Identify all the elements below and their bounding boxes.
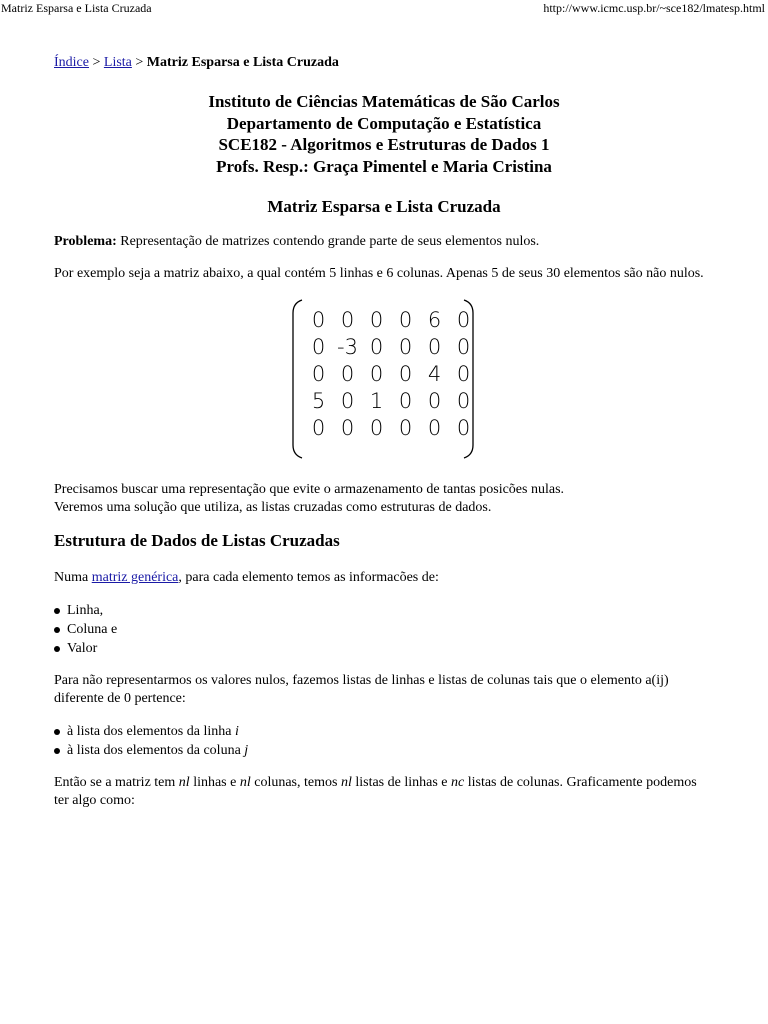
variable-nl: nl xyxy=(178,775,190,790)
matrix-cell: 0 xyxy=(340,389,355,413)
matrix-cell: 0 xyxy=(456,362,471,386)
generic-matrix-paragraph xyxy=(54,569,714,587)
bullet-icon xyxy=(54,627,60,633)
list-item-text: Valor xyxy=(67,641,98,656)
matrix-cell: 0 xyxy=(311,335,326,359)
problem-paragraph xyxy=(54,233,714,251)
right-bracket-icon xyxy=(462,299,476,459)
matrix-cell: 0 xyxy=(398,335,413,359)
approach-line-1: Precisamos buscar uma representação que evite o armazenamento de tantas posicões nulas. xyxy=(54,482,565,497)
course-line: SCE182 - Algoritmos e Estruturas de Dados 1 xyxy=(218,135,550,154)
null-values-paragraph: Para não representarmos os valores nulos, fazemos listas de linhas e listas de colunas tais que o elemento a(ij) diferente de 0 pertence: xyxy=(54,673,669,706)
professors-line: Profs. Resp.: Graça Pimentel e Maria Cristina xyxy=(216,156,552,176)
list-item xyxy=(54,722,714,741)
department-line: Departamento de Computação e Estatística xyxy=(226,113,542,133)
final-text: listas de linhas e xyxy=(351,775,451,790)
matrix-cell: 0 xyxy=(398,362,413,386)
variable-nl: nl xyxy=(340,775,352,790)
matrix-cell: 0 xyxy=(311,362,326,386)
matrix-cell: -3 xyxy=(337,335,358,359)
matrix-cell: 5 xyxy=(311,389,326,413)
bullet-icon xyxy=(54,729,60,735)
example-paragraph: Por exemplo seja a matriz abaixo, a qual contém 5 linhas e 6 colunas. Apenas 5 de seus 30 elementos são não nulos. xyxy=(54,266,704,281)
page-title: Matriz Esparsa e Lista Cruzada xyxy=(267,197,501,216)
sparse-matrix xyxy=(290,297,476,461)
matrix-cell: 0 xyxy=(456,416,471,440)
page-content xyxy=(54,55,714,824)
membership-list xyxy=(54,722,714,760)
matrix-cell: 0 xyxy=(398,389,413,413)
list-item-text: à lista dos elementos da coluna xyxy=(67,743,245,758)
final-text: linhas e xyxy=(189,775,240,790)
matrix-cell: 0 xyxy=(340,416,355,440)
matrix-cell: 0 xyxy=(369,308,384,332)
matrix-figure xyxy=(54,297,714,467)
list-item-text: Coluna e xyxy=(67,622,118,637)
institution-line: Instituto de Ciências Matemáticas de São Carlos xyxy=(208,92,560,111)
matrix-cell: 0 xyxy=(398,308,413,332)
generic-matrix-link[interactable]: matriz genérica xyxy=(91,570,179,585)
breadcrumb-list-link[interactable]: Lista xyxy=(103,55,132,70)
final-text: colunas, temos xyxy=(250,775,341,790)
problem-text: Representação de matrizes contendo grande parte de seus elementos nulos. xyxy=(116,234,540,249)
matrix-cell: 0 xyxy=(427,416,442,440)
matrix-cell: 0 xyxy=(398,416,413,440)
matrix-cell: 4 xyxy=(427,362,442,386)
breadcrumb-current: Matriz Esparsa e Lista Cruzada xyxy=(146,55,339,70)
left-bracket-icon xyxy=(290,299,304,459)
matrix-cell: 0 xyxy=(369,416,384,440)
list-item xyxy=(54,620,714,639)
matrix-cell: 0 xyxy=(311,308,326,332)
final-text: listas de colunas. Graficamente podemos ter algo como: xyxy=(54,775,697,808)
institution-block xyxy=(54,91,714,177)
matrix-cell: 0 xyxy=(456,308,471,332)
variable-nc: nc xyxy=(451,775,465,790)
matrix-cells xyxy=(304,307,471,442)
section-heading: Estrutura de Dados de Listas Cruzadas xyxy=(54,531,340,550)
problem-label: Problema: xyxy=(54,234,117,249)
final-text: Então se a matriz tem xyxy=(54,775,179,790)
bullet-icon xyxy=(54,748,60,754)
final-paragraph xyxy=(54,774,714,810)
matrix-cell: 0 xyxy=(427,389,442,413)
list-item-text: à lista dos elementos da linha xyxy=(67,724,235,739)
element-info-list xyxy=(54,601,714,658)
matrix-cell: 0 xyxy=(340,362,355,386)
generic-text-after: , para cada elemento temos as informacões de: xyxy=(178,570,439,585)
generic-text-before: Numa xyxy=(54,570,92,585)
matrix-cell: 0 xyxy=(427,335,442,359)
print-header-url: http://www.icmc.usp.br/~sce182/lmatesp.html xyxy=(543,1,765,15)
matrix-cell: 0 xyxy=(456,389,471,413)
matrix-cell: 0 xyxy=(369,335,384,359)
list-item xyxy=(54,741,714,760)
breadcrumb xyxy=(54,55,714,71)
matrix-cell: 0 xyxy=(456,335,471,359)
approach-line-2: Veremos uma solução que utiliza, as listas cruzadas como estruturas de dados. xyxy=(54,500,492,515)
matrix-cell: 0 xyxy=(369,362,384,386)
list-item-text: Linha, xyxy=(67,603,104,618)
bullet-icon xyxy=(54,646,60,652)
variable-i: i xyxy=(234,724,239,739)
matrix-cell: 0 xyxy=(340,308,355,332)
variable-nl: nl xyxy=(239,775,251,790)
breadcrumb-separator: > xyxy=(135,55,144,70)
matrix-cell: 0 xyxy=(311,416,326,440)
list-item xyxy=(54,639,714,658)
variable-j: j xyxy=(244,743,249,758)
list-item xyxy=(54,601,714,620)
matrix-cell: 1 xyxy=(369,389,384,413)
matrix-cell: 6 xyxy=(427,308,442,332)
bullet-icon xyxy=(54,608,60,614)
print-header-title: Matriz Esparsa e Lista Cruzada xyxy=(1,1,152,15)
breadcrumb-separator: > xyxy=(92,55,101,70)
approach-paragraph xyxy=(54,481,714,517)
breadcrumb-index-link[interactable]: Índice xyxy=(54,55,89,70)
